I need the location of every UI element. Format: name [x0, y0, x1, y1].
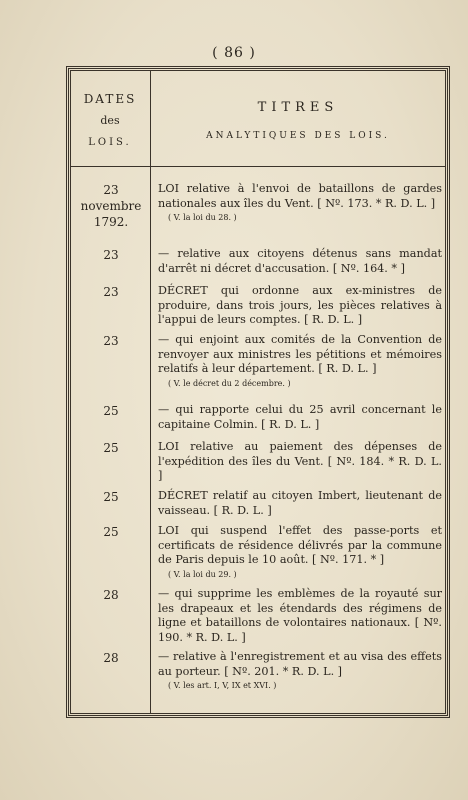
law-date: 28: [103, 651, 119, 665]
header-rule: [70, 166, 446, 167]
law-date: 23: [103, 248, 119, 262]
law-title: — qui enjoint aux comités de la Convention de renvoyer aux ministres les pétitions et mémoires relatifs à leur département. [ R. D. L. ] ( V. le décret du 2 décembre. ): [158, 333, 442, 388]
law-note: ( V. la loi du 28. ): [168, 213, 237, 222]
law-date: 25: [103, 490, 119, 504]
law-date: 23: [103, 285, 119, 299]
law-title: DÉCRET qui ordonne aux ex-ministres de produire, dans trois jours, les pièces relatives à l'appui de leurs comptes. [ R. D. L. ]: [158, 284, 442, 326]
law-note: ( V. les art. I, V, IX et XVI. ): [168, 681, 277, 690]
header-dates-lois: LOIS.: [88, 137, 132, 148]
law-title: — relative aux citoyens détenus sans mandat d'arrêt ni décret d'accusation. [ Nº. 164. * ]: [158, 247, 442, 275]
law-note: ( V. le décret du 2 décembre. ): [168, 378, 291, 388]
header-dates-title: DATES: [83, 92, 137, 106]
law-title: LOI relative au paiement des dépenses de l'expédition des îles du Vent. [ Nº. 184. * R. D. L. ]: [158, 440, 442, 482]
law-title: — qui supprime les emblèmes de la royauté sur les drapeaux et les étendards des régimens de ligne et bataillons de volontaires nationaux. [ Nº. 190. * R. D. L. ]: [158, 587, 442, 644]
header-titres: [152, 100, 444, 141]
header-dates-des: des: [100, 114, 120, 127]
law-date: 23: [103, 334, 119, 348]
law-date: 25: [103, 525, 119, 539]
law-title: LOI qui suspend l'effet des passe-ports et certificats de résidence délivrés par la commune de Paris depuis le 10 août. [ Nº. 171. * ] ( V. la loi du 29. ): [158, 524, 442, 579]
header-dates: [72, 88, 148, 154]
law-note: ( V. la loi du 29. ): [168, 569, 237, 579]
law-date: 25: [103, 441, 119, 455]
law-title: LOI relative à l'envoi de bataillons de gardes nationales aux îles du Vent. [ Nº. 173. * R. D. L. ] ( V. la loi du 28. ): [158, 182, 442, 222]
page-number: ( 86 ): [212, 45, 256, 61]
header-titres-title: TITRES: [257, 100, 339, 115]
law-date: 28: [103, 588, 119, 602]
law-title: DÉCRET relatif au citoyen Imbert, lieutenant de vaisseau. [ R. D. L. ]: [158, 489, 442, 517]
law-date: 25: [103, 404, 119, 418]
law-date: 23 novembre 1792.: [80, 183, 142, 229]
law-title: — qui rapporte celui du 25 avril concernant le capitaine Colmin. [ R. D. L. ]: [158, 403, 442, 431]
header-titres-subtitle: ANALYTIQUES DES LOIS.: [206, 131, 390, 141]
law-title: — relative à l'enregistrement et au visa des effets au porteur. [ Nº. 201. * R. D. L. ] ( V. les art. I, V, IX et XVI. ): [158, 650, 442, 690]
